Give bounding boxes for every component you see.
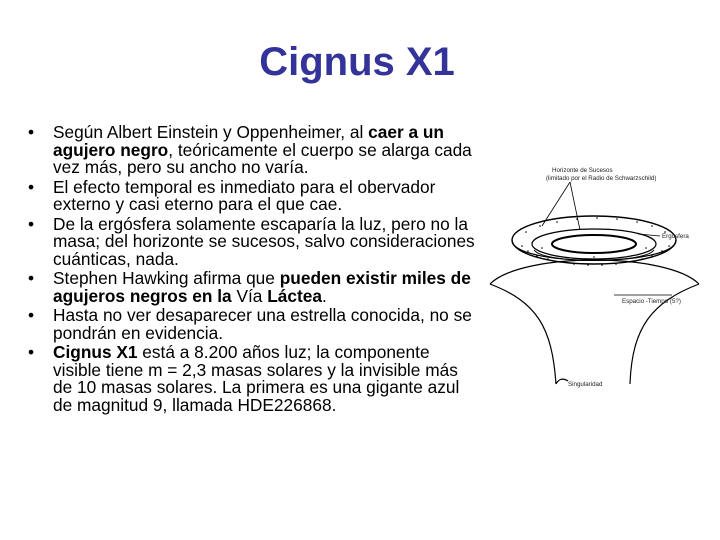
bullet-text-bold: Láctea	[267, 285, 322, 306]
bullet-marker: •	[28, 342, 35, 362]
spacetime-label: Espacio -Tiempo (5?)	[622, 298, 681, 305]
bullet-text: .	[321, 285, 327, 306]
bullet-text: Hasta no ver desaparecer una estrella conocida, no se pondrán en evidencia.	[53, 305, 472, 343]
bullet-item	[28, 270, 478, 305]
bullet-text: Stephen Hawking afirma que	[53, 268, 280, 288]
bullet-text: De la ergósfera solamente escaparía la luz, pero no la masa; del horizonte se sucesos, salvo consideraciones cuánticas, nada.	[53, 213, 475, 269]
ergosphere-ring-inner	[532, 229, 656, 259]
singularity-label: Singularidad	[568, 381, 603, 388]
bullet-marker: •	[28, 268, 35, 288]
event-horizon	[552, 235, 636, 253]
bullet-item	[28, 344, 478, 414]
slide-title	[0, 40, 720, 85]
horizon-label: Horizonte de Sucesos	[552, 167, 613, 174]
bullet-text: El efecto temporal es inmediato para el obervador externo y casi eterno para el que cae.	[53, 176, 436, 214]
bullet-marker: •	[28, 213, 35, 234]
slide-title-text: Cignus X1	[259, 40, 455, 84]
bullet-marker: •	[28, 122, 35, 142]
bullet-item	[28, 307, 478, 342]
bullet-marker: •	[28, 305, 35, 325]
bullet-text: , teóricamente el cuerpo se alarga cada vez más, pero su ancho no varía.	[53, 139, 472, 177]
horizon-sublabel: (limitado por el Radio de Schwarzschild)	[546, 175, 657, 182]
bullet-text-bold: pueden existir miles de agujeros negros en la	[53, 268, 471, 306]
bullet-list	[28, 124, 478, 416]
bullet-marker: •	[28, 176, 35, 197]
bullet-text-bold: caer a un agujero negro	[53, 122, 444, 160]
bullet-item	[28, 124, 478, 177]
bullet-text: está a 8.200 años luz; la componente visible tiene m = 2,3 masas solares y la invisible más de 10 masas solares. La primera es una gigante azul de magnitud 9, llamada HDE226868.	[53, 342, 460, 415]
bullet-text: Vía	[236, 285, 268, 306]
black-hole-diagram	[482, 152, 707, 397]
bullet-text: Según Albert Einstein y Oppenheimer, al	[53, 122, 369, 142]
ergosphere-label: Ergósfera	[662, 233, 689, 240]
bullet-text-bold: Cignus X1	[53, 342, 138, 362]
bullet-item	[28, 176, 478, 214]
bullet-item	[28, 213, 478, 269]
